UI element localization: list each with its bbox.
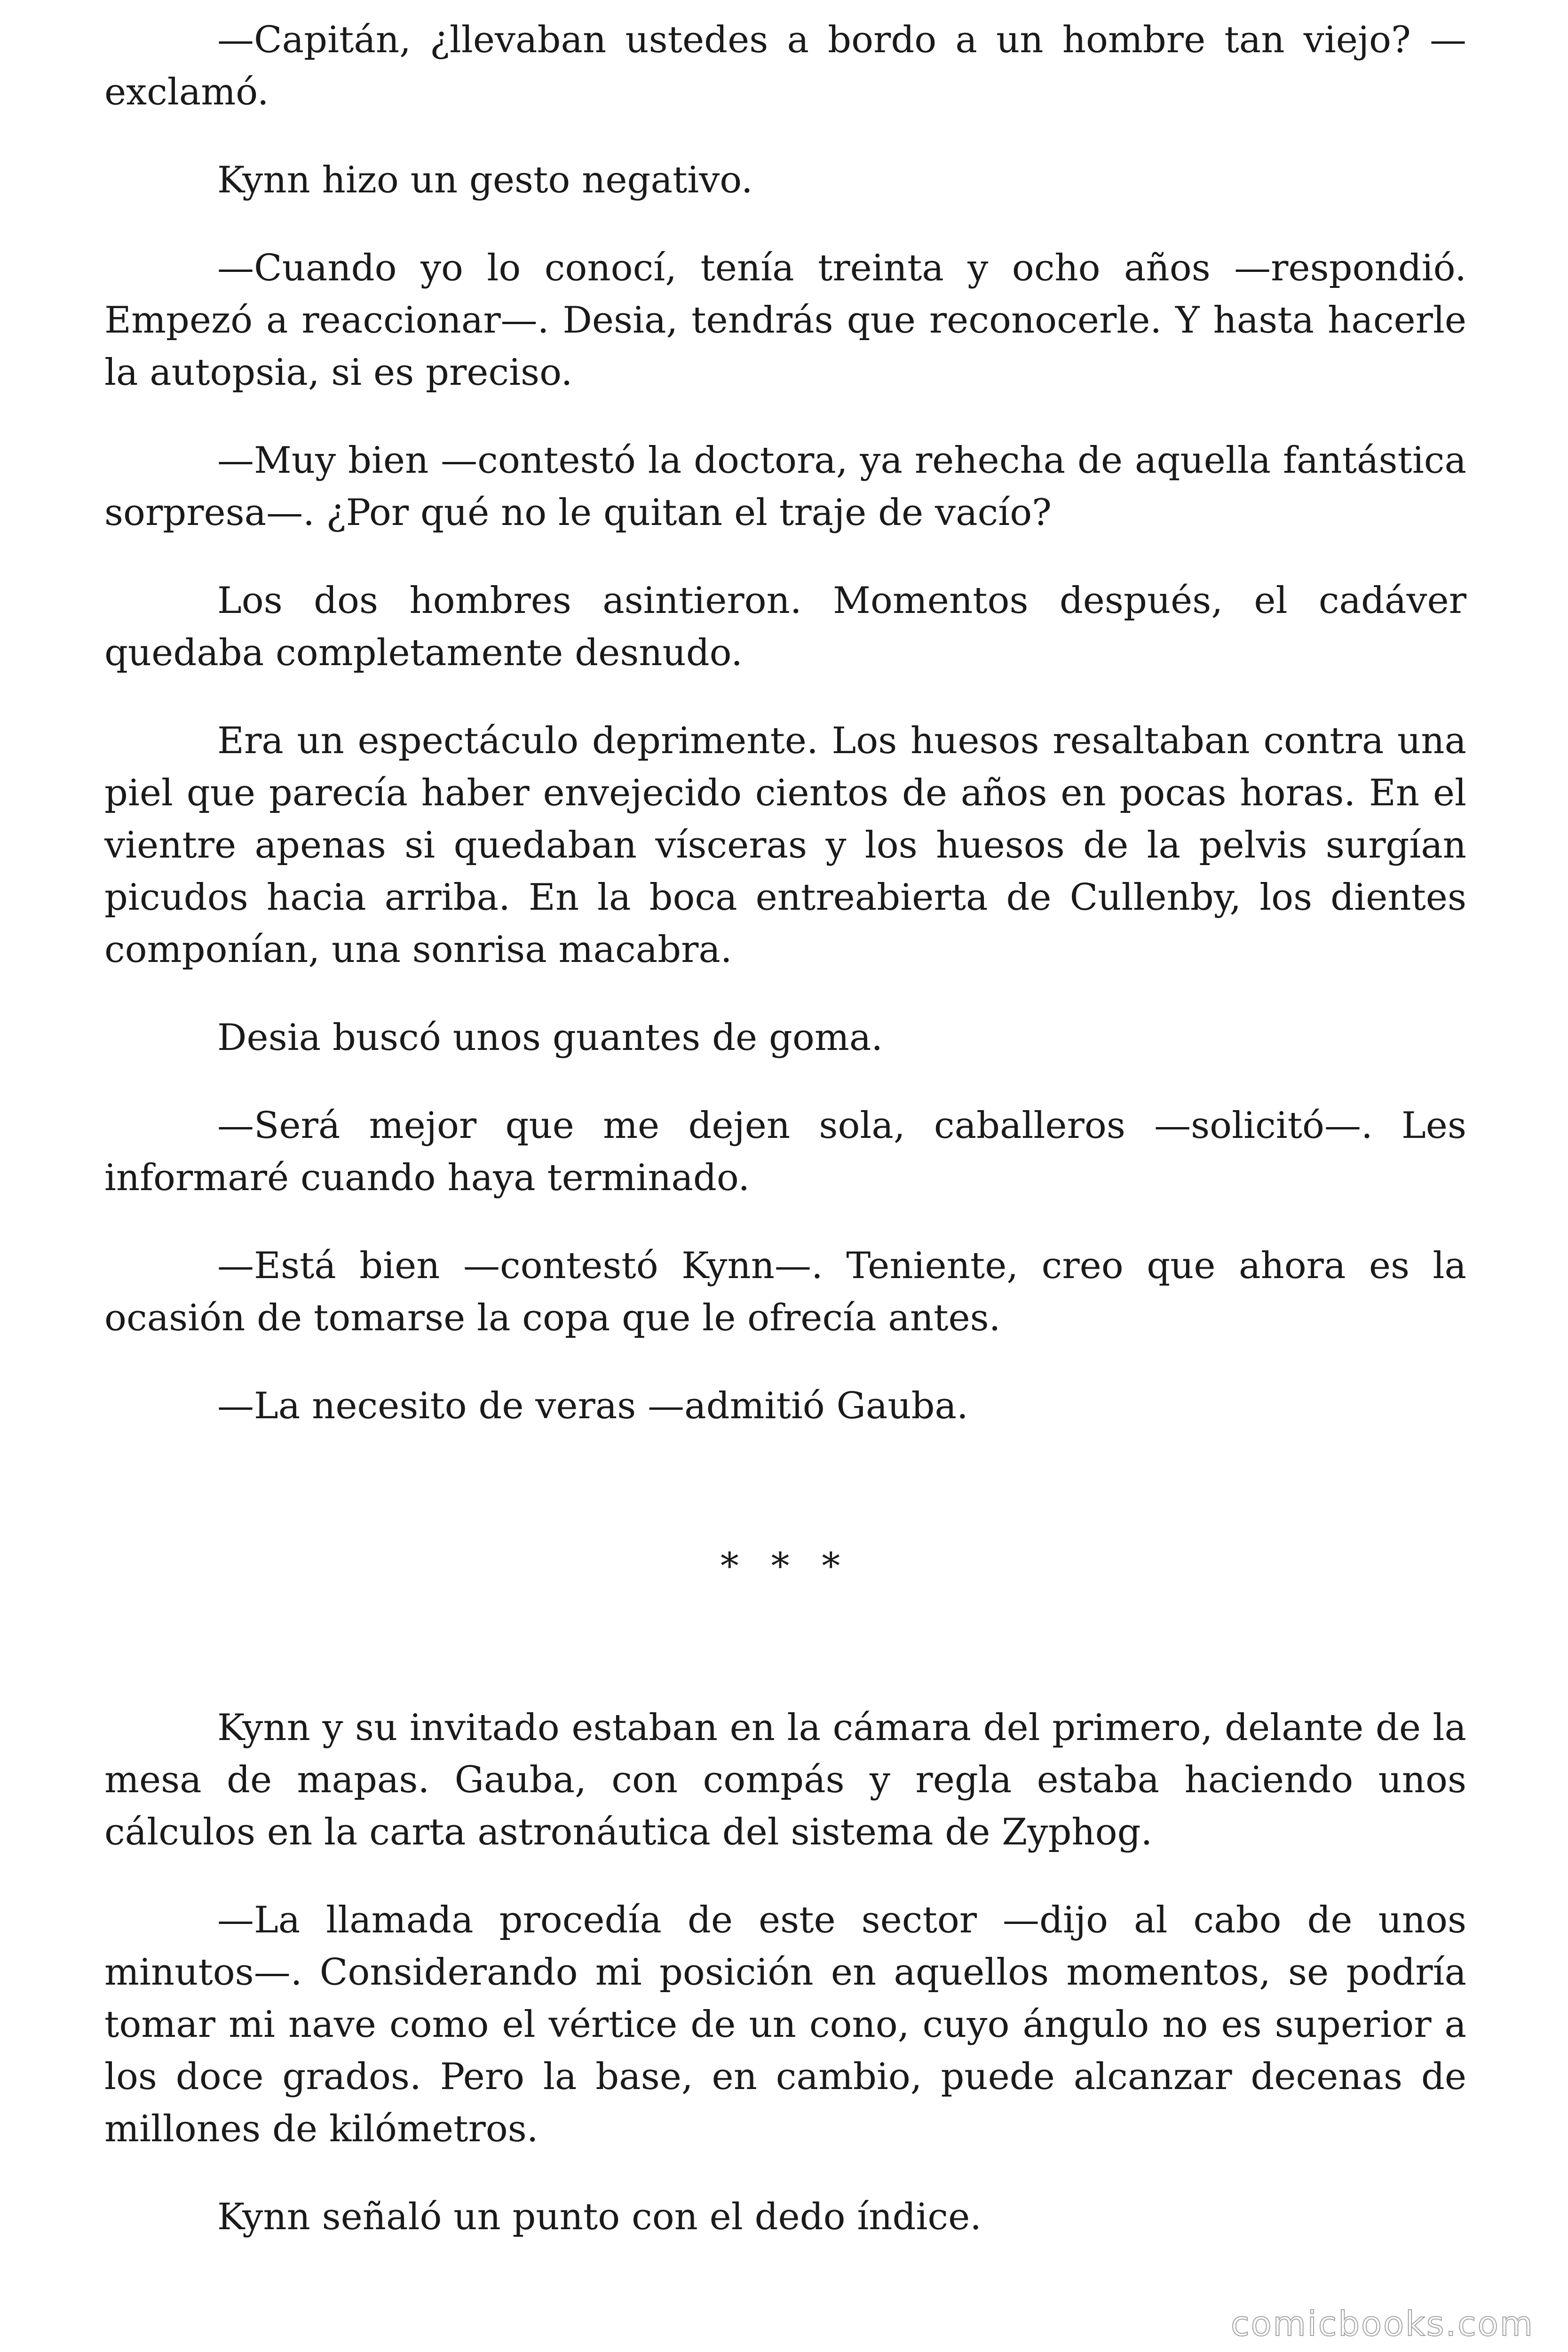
paragraph: —Será mejor que me dejen sola, caballeros —solicitó—. Les informaré cuando haya terminado. [104, 1104, 1466, 1199]
paragraph: —Está bien —contestó Kynn—. Teniente, creo que ahora es la ocasión de tomarse la copa que le ofrecía antes. [104, 1245, 1466, 1339]
paragraph: —Muy bien —contestó la doctora, ya rehecha de aquella fantástica sorpresa—. ¿Por qué no le quitan el traje de vacío? [104, 439, 1466, 534]
paragraph: Kynn y su invitado estaban en la cámara del primero, delante de la mesa de mapas. Gauba, con compás y regla estaba haciendo unos cálculos en la carta astronáutica del sistema de Zyphog. [104, 1707, 1466, 1853]
body-text [104, 14, 1466, 2279]
paragraph: —Cuando yo lo conocí, tenía treinta y ocho años —respondió. Empezó a reaccionar—. Desia, tendrás que reconocerle. Y hasta hacerle la autopsia, si es preciso. [104, 247, 1466, 394]
paragraph: Era un espectáculo deprimente. Los huesos resaltaban contra una piel que parecía haber envejecido cientos de años en pocas horas. En el vientre apenas si quedaban vísceras y los huesos de la pelvis surgían picudos hacia arriba. En la boca entreabierta de Cullenby, los dientes componían, una sonrisa macabra. [104, 720, 1466, 971]
paragraph: Desia buscó unos guantes de goma. [217, 1017, 883, 1059]
paragraph: —La llamada procedía de este sector —dijo al cabo de unos minutos—. Considerando mi posición en aquellos momentos, se podría tomar mi nave como el vértice de un cono, cuyo ángulo no es superior a los doce grados. Pero la base, en cambio, puede alcanzar decenas de millones de kilómetros. [104, 1899, 1466, 2150]
paragraph: Kynn señaló un punto con el dedo índice. [217, 2196, 982, 2238]
paragraph: Los dos hombres asintieron. Momentos después, el cadáver quedaba completamente desnudo. [104, 580, 1466, 674]
watermark: comicbooks.com [1230, 2304, 1534, 2344]
paragraph: —Capitán, ¿llevaban ustedes a bordo a un hombre tan viejo? —exclamó. [104, 19, 1466, 113]
paragraph: Kynn hizo un gesto negativo. [217, 159, 753, 201]
scene-break: * * * [720, 1545, 851, 1588]
paragraph: —La necesito de veras —admitió Gauba. [217, 1385, 968, 1427]
